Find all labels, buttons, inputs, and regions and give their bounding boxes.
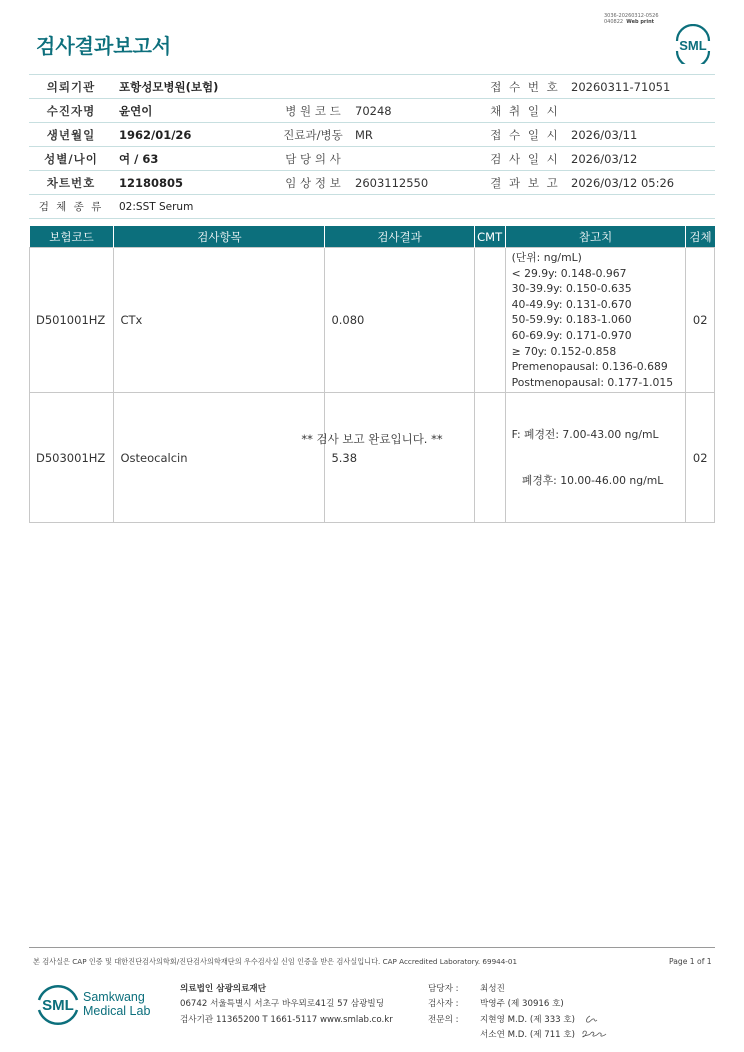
result-row (30, 393, 715, 523)
info-value (565, 99, 715, 123)
info-row (29, 123, 715, 147)
footer-divider (29, 947, 715, 948)
info-key: 수진자명 (29, 99, 113, 123)
report-complete-note: ** 검사 보고 완료입니다. ** (301, 432, 443, 446)
info-value: 70248 (349, 99, 485, 123)
header-cmt: CMT (474, 226, 505, 248)
info-key: 채 취 일 시 (485, 99, 565, 123)
reference-line: (단위: ng/mL) (511, 251, 582, 264)
result-value: 5.38 (325, 393, 474, 523)
staff-value: 지현영 M.D. (제 333 호) (480, 1014, 576, 1025)
info-key: 생년월일 (29, 123, 113, 147)
info-key (277, 75, 349, 99)
info-row-specimen (29, 195, 715, 219)
staff-label: 전문의 : (428, 1014, 459, 1025)
results-table (29, 226, 715, 523)
info-key: 의뢰기관 (29, 75, 113, 99)
result-row (30, 248, 715, 393)
reference-line: F: 폐경전: 7.00-43.00 ng/mL (511, 427, 659, 441)
print-id-line1: 3036-20260312-0526 (604, 13, 659, 19)
info-value (349, 147, 485, 171)
patient-info-table (29, 74, 715, 219)
print-id-web: Web print (626, 19, 655, 25)
info-key: 검 사 일 시 (485, 147, 565, 171)
staff-row (428, 982, 575, 997)
info-row (29, 171, 715, 195)
info-key: 접 수 일 시 (485, 123, 565, 147)
info-key: 담 당 의 사 (277, 147, 349, 171)
result-code: D503001HZ (30, 393, 114, 523)
info-value: 2026/03/12 (565, 147, 715, 171)
reference-line: < 29.9y: 0.148-0.967 (511, 266, 627, 280)
info-value: 포항성모병원(보험) (113, 75, 277, 99)
results-header-row (30, 226, 715, 248)
result-specimen: 02 (686, 248, 715, 393)
info-value: 2603112550 (349, 171, 485, 195)
result-cmt (474, 248, 505, 393)
staff-label: 검사자 : (428, 999, 459, 1010)
result-item: CTx (114, 248, 325, 393)
info-key: 임 상 정 보 (277, 171, 349, 195)
reference-line: Postmenopausal: 0.177-1.015 (511, 375, 674, 389)
staff-row (428, 1028, 575, 1043)
organization-info (180, 982, 393, 1028)
info-value: 2026/03/12 05:26 (565, 171, 715, 195)
result-code: D501001HZ (30, 248, 114, 393)
info-key: 결 과 보 고 (485, 171, 565, 195)
print-id (604, 13, 659, 25)
reference-line: 폐경후: 10.00-46.00 ng/mL (511, 474, 664, 488)
print-id-line2 (604, 19, 659, 25)
org-name: 의료법인 삼광의료재단 (180, 984, 267, 994)
info-key: 성별/나이 (29, 147, 113, 171)
result-value: 0.080 (325, 248, 474, 393)
staff-info (428, 982, 575, 1043)
info-value (349, 75, 485, 99)
header-reference: 참고치 (505, 226, 686, 248)
specimen-value: 02:SST Serum (113, 195, 715, 219)
staff-row (428, 997, 575, 1012)
logo-name-line2: Medical Lab (83, 1004, 150, 1018)
print-id-code: 040822 (604, 19, 624, 25)
info-key: 접 수 번 호 (485, 75, 565, 99)
info-key: 진료과/병동 (277, 123, 349, 147)
info-value: 1962/01/26 (113, 123, 277, 147)
reference-line: Premenopausal: 0.136-0.689 (511, 360, 668, 374)
staff-row (428, 1013, 575, 1028)
info-key: 차트번호 (29, 171, 113, 195)
samkwang-logo-icon (36, 980, 150, 1026)
page-number: Page 1 of 1 (669, 957, 712, 966)
reference-line: 40-49.9y: 0.131-0.670 (511, 297, 632, 311)
info-key: 병 원 코 드 (277, 99, 349, 123)
info-row (29, 147, 715, 171)
info-row (29, 75, 715, 99)
header-item: 검사항목 (114, 226, 325, 248)
reference-line: ≥ 70y: 0.152-0.858 (511, 344, 617, 358)
result-reference (505, 248, 686, 393)
staff-value: 최성진 (480, 984, 505, 994)
info-value: MR (349, 123, 485, 147)
staff-value: 박영주 (제 30916 호) (480, 999, 564, 1010)
info-value: 12180805 (113, 171, 277, 195)
result-specimen: 02 (686, 393, 715, 523)
signature-icon (580, 1010, 610, 1042)
page-title: 검사결과보고서 (36, 34, 172, 58)
staff-value: 서소연 M.D. (제 711 호) (480, 1029, 576, 1040)
certification-note: 본 검사실은 CAP 인증 및 대한진단검사의학회/진단검사의학재단의 우수검사실 신임 인증을 받은 검사실입니다. CAP Accredited Laboratory. 69944-01 (33, 957, 518, 966)
org-address: 06742 서울특별시 서초구 바우뫼로41길 57 삼광빌딩 (180, 999, 384, 1010)
logo-name-line1: Samkwang (83, 990, 145, 1004)
logo-bottom-text: SML (42, 997, 74, 1014)
header-code: 보험코드 (30, 226, 114, 248)
result-reference (505, 393, 686, 523)
org-contact: 검사기관 11365200 T 1661-5117 www.smlab.co.kr (180, 1014, 393, 1025)
sml-logo-icon (673, 24, 713, 64)
reference-line: 60-69.9y: 0.171-0.970 (511, 328, 632, 342)
result-cmt (474, 393, 505, 523)
info-row (29, 99, 715, 123)
header-specimen: 검체 (686, 226, 715, 248)
header-result: 검사결과 (325, 226, 474, 248)
reference-line: 30-39.9y: 0.150-0.635 (511, 282, 632, 296)
info-value: 20260311-71051 (565, 75, 715, 99)
info-value: 2026/03/11 (565, 123, 715, 147)
result-item: Osteocalcin (114, 393, 325, 523)
staff-label: 담당자 : (428, 984, 459, 994)
specimen-key: 검 체 종 류 (29, 195, 113, 219)
info-value: 윤연이 (113, 99, 277, 123)
logo-text: SML (679, 38, 707, 53)
reference-line: 50-59.9y: 0.183-1.060 (511, 313, 632, 327)
info-value: 여 / 63 (113, 147, 277, 171)
